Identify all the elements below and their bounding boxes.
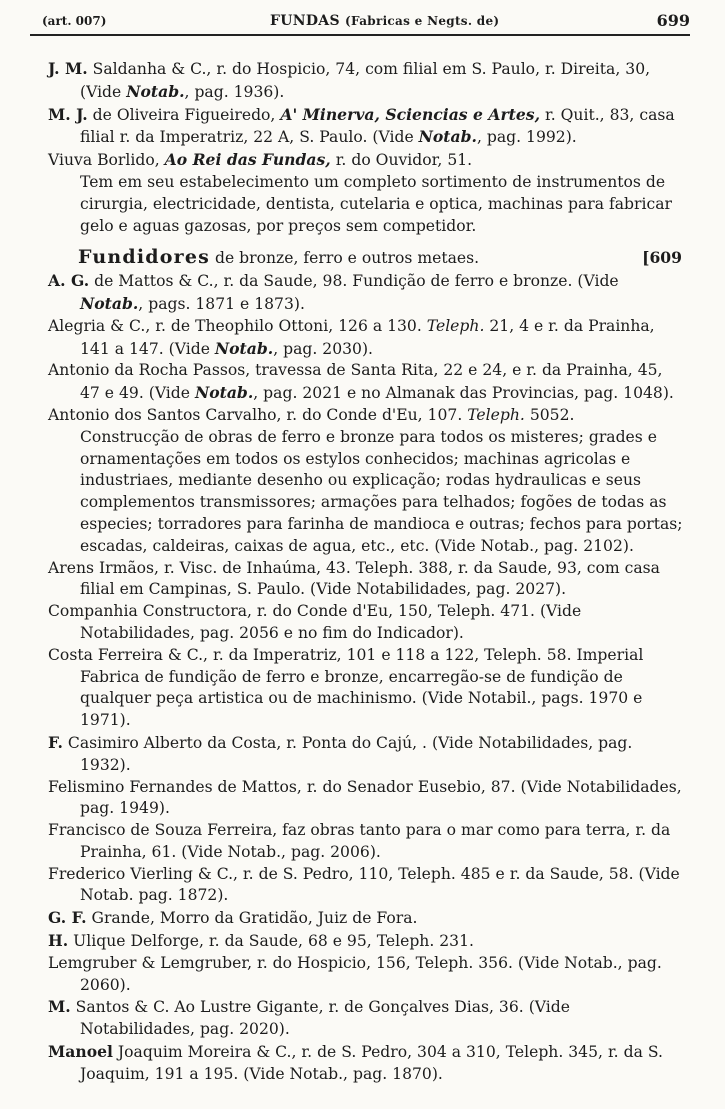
list-item (36, 953, 686, 997)
list-item (36, 405, 686, 427)
entry-text: Ulique Delforge, r. da Saude, 68 e 95, Teleph. 231. (68, 932, 474, 951)
list-item (36, 1041, 686, 1086)
entry-text: Santos & C. Ao Lustre Gigante, r. de Gonçalves Dias, 36. (Vide Notabilidades, pag. 2020). (70, 998, 570, 1039)
entry-lead: G. F. (48, 908, 87, 928)
list-item (36, 104, 686, 150)
entry-tail: , pag. 1992). (476, 128, 577, 147)
section-code: [609 (642, 248, 682, 268)
entry-teleph: Teleph. (467, 405, 525, 424)
title-word: FUNDAS (270, 13, 340, 29)
entry-text: Saldanha & C., r. do Hospicio, 74, com filial em S. Paulo, r. Direita, 30, (Vide (80, 60, 651, 101)
list-item (36, 996, 686, 1041)
entry-text: & Lemgruber, r. do Hospicio, 156, Teleph. 356. (Vide Notab., pag. 2060). (80, 953, 662, 994)
entry-lead: Arens (48, 558, 94, 577)
list-item (36, 645, 686, 732)
entry-ref: Notab. (214, 338, 274, 358)
list-item (36, 930, 686, 953)
entry-text: de Souza Ferreira, faz obras tanto para o mar como para terra, r. da Prainha, 61. (Vide Notab., pag. 2006). (80, 821, 671, 861)
section-subtitle: de bronze, ferro e outros metaes. (215, 249, 480, 268)
list-item (36, 732, 686, 777)
entry-ref: Notab. (194, 383, 254, 403)
entry-lead: Frederico (48, 864, 126, 883)
list-item (36, 149, 686, 172)
entry-lead: Lemgruber (48, 953, 137, 972)
entry-text: de Mattos & C., r. da Saude, 98. Fundição de ferro e bronze. (Vide (89, 272, 619, 291)
entry-lead: H. (48, 931, 69, 951)
entry-lead: J. M. (48, 59, 88, 78)
entry-text: Vierling & C., r. de S. Pedro, 110, Teleph. 485 e r. da Saude, 58. (Vide Notab. pag. 1872). (80, 864, 680, 905)
entry-description: Construcção de obras de ferro e bronze para todos os misteres; grades e ornamentações em todos os estylos conhecidos; machinas agricolas e industriaes, mediante desenho ou explicação; rodas hydraulicas e seus complementos transmissores; armações para telhados; fogões de todas as especies; torradores para farinha de mandioca e outras; fechos para portas; escadas, caldeiras, caixas de agua, etc., etc. (Vide Notab., pag. 2102). (80, 427, 683, 555)
entry-text: 5052. (524, 405, 575, 424)
entry-lead: M. J. (48, 104, 88, 124)
article-ref: (art. 007) (42, 14, 107, 28)
page-number: 699 (656, 11, 690, 30)
entry-lead: A. G. (48, 271, 90, 291)
list-item (36, 907, 686, 930)
entry-lead: F. (48, 732, 63, 752)
list-item (36, 270, 686, 316)
entry-teleph: Teleph. (426, 316, 485, 335)
section-header (36, 247, 686, 270)
entry-lead: Costa (48, 645, 93, 664)
page-title (270, 13, 499, 29)
entry-text: de Oliveira Figueiredo, (87, 105, 281, 124)
entry-tail: , pag. 1936). (184, 82, 285, 101)
entry-lead: Antonio (48, 405, 110, 424)
title-subtitle: (Fabricas e Negts. de) (345, 14, 500, 28)
entry-lead: Antonio (48, 361, 110, 380)
list-item (36, 558, 686, 602)
entry-tail: , pag. 2030). (273, 339, 374, 358)
list-item (36, 777, 686, 821)
entry-text: r. Quit., 83, casa filial r. da Imperatriz, 22 A, S. Paulo. (Vide (80, 105, 675, 147)
section-title: Fundidores (78, 246, 211, 269)
entry-ref: Notab. (418, 127, 477, 147)
entry-text: 21, 4 e r. da Prainha, 141 a 147. (Vide (80, 316, 655, 358)
entry-text: Fernandes de Mattos, r. do Senador Eusebio, 87. (Vide Notabilidades, pag. 1949). (80, 777, 682, 818)
entry-tail: , pags. 1871 e 1873). (138, 294, 305, 313)
entry-text: da Rocha Passos, travessa de Santa Rita, 22 e 24, e r. da Prainha, 45, 47 e 49. (Vide (80, 361, 663, 403)
entry-italic: A' Minerva, Sciencias e Artes, (280, 104, 541, 124)
entry-lead: Felismino (48, 777, 125, 796)
entry-lead: Viuva (48, 151, 93, 170)
entry-text: & C., r. de Theophilo Ottoni, 126 a 130. (105, 316, 427, 335)
entry-ref: Notab. (126, 81, 185, 101)
list-item (36, 58, 686, 104)
entry-text: dos Santos Carvalho, r. do Conde d'Eu, 107. (109, 405, 468, 424)
running-header (30, 6, 690, 36)
entry-text: Ferreira & C., r. da Imperatriz, 101 e 118 a 122, Teleph. 58. Imperial Fabrica de fundição de ferro e bronze, encarregão-se de fundição de qualquer peça artistica ou de machinismo. (Vide Notabil., pags. 1970 e 1971). (80, 645, 644, 730)
entry-text: Constructora, r. do Conde d'Eu, 150, Teleph. 471. (Vide Notabilidades, pag. 2056 e no fim do Indicador). (80, 602, 582, 642)
entry-text: Borlido, (92, 151, 165, 170)
entry-text: Grande, Morro da Gratidão, Juiz de Fora. (86, 909, 418, 928)
entry-text: Casimiro Alberto da Costa, r. Ponta do Cajú, . (Vide Notabilidades, pag. 1932). (62, 733, 633, 774)
list-item (36, 316, 686, 361)
list-item (36, 360, 686, 405)
entry-lead: Francisco (48, 821, 126, 840)
entry-description: Tem em seu estabelecimento um completo sortimento de instrumentos de cirurgia, electricidade, dentista, cutelaria e optica, machinas para fabricar gelo e aguas gazosas, por preços sem competidor. (80, 172, 672, 235)
list-item (36, 601, 686, 645)
entry-text: Joaquim Moreira & C., r. de S. Pedro, 304 a 310, Teleph. 345, r. da S. Joaquim, 191 a 195. (Vide Notab., pag. 1870). (80, 1043, 663, 1083)
entry-italic: Ao Rei das Fundas, (164, 150, 331, 170)
entry-text: r. do Ouvidor, 51. (330, 151, 473, 170)
entry-lead: Companhia (48, 602, 138, 621)
entry-lead: Manoel (48, 1042, 113, 1062)
entry-lead: M. (48, 997, 71, 1017)
directory-listing (36, 58, 686, 1086)
list-item (36, 864, 686, 908)
entry-tail: , pag. 2021 e no Almanak das Provincias, pag. 1048). (253, 384, 674, 403)
entry-lead: Alegria (48, 316, 106, 335)
entry-text: Irmãos, r. Visc. de Inhaúma, 43. Teleph. 388, r. da Saude, 93, com casa filial em Campinas, S. Paulo. (Vide Notabilidades, pag. 2027). (80, 558, 660, 599)
list-item (36, 820, 686, 864)
entry-ref: Notab. (80, 293, 139, 313)
